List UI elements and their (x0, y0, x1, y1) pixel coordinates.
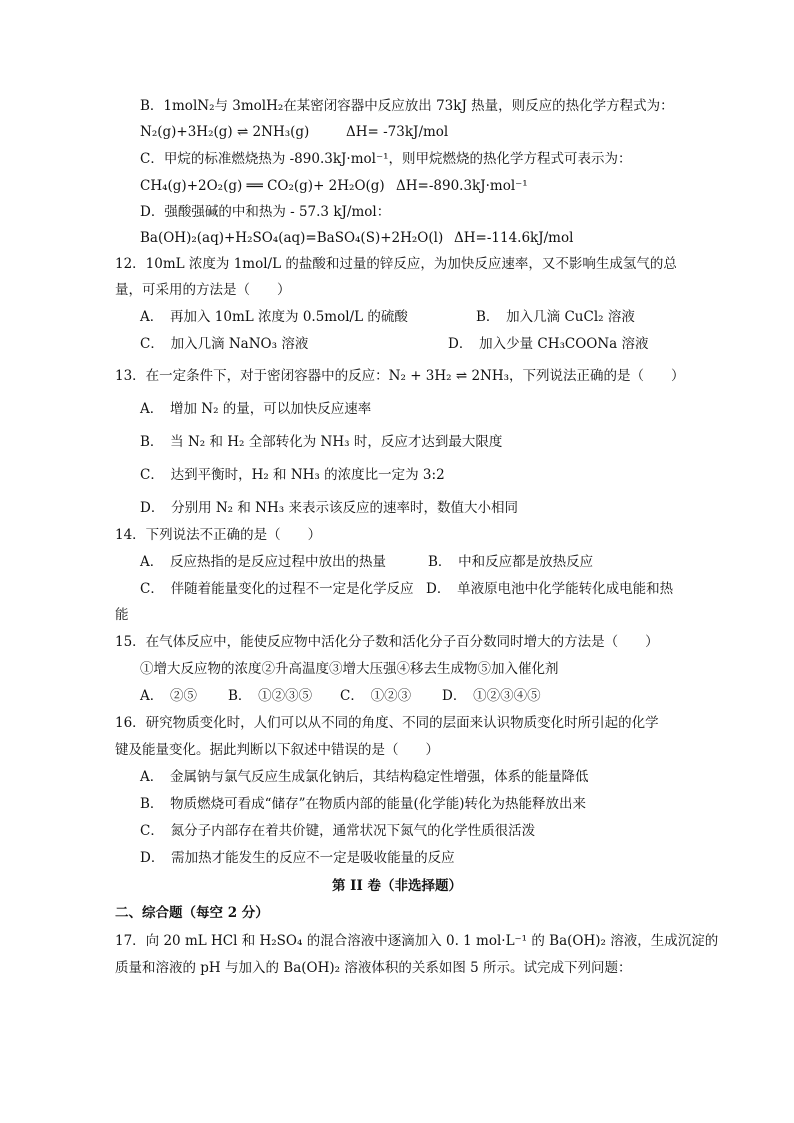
q12-option-c: C． 加入几滴 NaNO₃ 溶液 (140, 336, 309, 352)
equation: N₂(g)+3H₂(g) ⇌ 2NH₃(g) (140, 124, 310, 140)
enthalpy: ΔH= -73kJ/mol (346, 124, 449, 140)
enthalpy: ΔH=-114.6kJ/mol (454, 230, 574, 246)
q12-stem-line1: 12．10mL 浓度为 1mol/L 的盐酸和过量的锌反应，为加快反应速率，又不影响生成氢气的总 (115, 256, 677, 272)
q12-option-d: D． 加入少量 CH₃COONa 溶液 (448, 336, 649, 352)
q12-stem-line2: 量，可采用的方法是（ ） (115, 282, 291, 298)
q14-option-a: A． 反应热指的是反应过程中放出的热量 (140, 554, 386, 570)
q12-option-b: B． 加入几滴 CuCl₂ 溶液 (476, 309, 635, 325)
q15-stem: 15．在气体反应中，能使反应物中活化分子数和活化分子百分数同时增大的方法是（ ） (115, 634, 659, 650)
q13-option-b: B． 当 N₂ 和 H₂ 全部转化为 NH₃ 时，反应才达到最大限度 (140, 434, 503, 450)
q16-option-d: D． 需加热才能发生的反应不一定是吸收能量的反应 (140, 850, 455, 866)
q15-option-b: B． ①②③⑤ (228, 688, 313, 704)
section-heading: 二、综合题（每空 2 分） (115, 905, 269, 921)
q15-option-d: D． ①②③④⑤ (442, 688, 541, 704)
q11-option-c: C．甲烷的标准燃烧热为 -890.3kJ·mol⁻¹，则甲烷燃烧的热化学方程式可表示为： (140, 151, 632, 167)
q16-stem-line2: 键及能量变化。据此判断以下叙述中错误的是（ ） (115, 742, 439, 758)
q13-option-c: C． 达到平衡时，H₂ 和 NH₃ 的浓度比一定为 3:2 (140, 467, 445, 483)
q14-option-d: D． 单液原电池中化学能转化成电能和热 (426, 581, 674, 597)
q13-option-d: D． 分别用 N₂ 和 NH₃ 来表示该反应的速率时，数值大小相同 (140, 500, 518, 516)
q11-option-c-equation (140, 176, 528, 196)
q16-option-a: A． 金属钠与氯气反应生成氯化钠后，其结构稳定性增强，体系的能量降低 (140, 769, 589, 785)
q16-option-b: B． 物质燃烧可看成“储存”在物质内部的能量(化学能)转化为热能释放出来 (140, 796, 587, 812)
q11-option-b-equation (140, 122, 448, 142)
q11-option-b: B．1molN₂与 3molH₂在某密闭容器中反应放出 73kJ 热量，则反应的热化学方程式为： (140, 98, 674, 114)
enthalpy: ΔH=-890.3kJ·mol⁻¹ (396, 178, 528, 194)
q13-stem: 13．在一定条件下，对于密闭容器中的反应：N₂ + 3H₂ ⇌ 2NH₃，下列说法正确的是（ ） (115, 368, 685, 384)
q12-option-a: A． 再加入 10mL 浓度为 0.5mol/L 的硫酸 (140, 309, 408, 325)
equation: Ba(OH)₂(aq)+H₂SO₄(aq)=BaSO₄(S)+2H₂O(l) (140, 230, 444, 246)
q17-stem-line1: 17．向 20 mL HCl 和 H₂SO₄ 的混合溶液中逐滴加入 0. 1 mol·L⁻¹ 的 Ba(OH)₂ 溶液，生成沉淀的 (115, 933, 719, 949)
part-ii-title: 第 II 卷（非选择题） (331, 878, 463, 894)
q14-option-c: C． 伴随着能量变化的过程不一定是化学反应 (140, 581, 414, 597)
q17-stem-line2: 质量和溶液的 pH 与加入的 Ba(OH)₂ 溶液体积的关系如图 5 所示。试完成下列问题： (115, 960, 632, 976)
q14-option-d-continued: 能 (115, 607, 129, 623)
q16-stem-line1: 16．研究物质变化时，人们可以从不同的角度、不同的层面来认识物质变化时所引起的化学 (115, 715, 659, 731)
q14-option-b: B． 中和反应都是放热反应 (428, 554, 594, 570)
q15-option-a: A． ②⑤ (140, 688, 197, 704)
q13-option-a: A． 增加 N₂ 的量，可以加快反应速率 (140, 401, 372, 417)
equation: CH₄(g)+2O₂(g) ══ CO₂(g)+ 2H₂O(g) (140, 178, 385, 194)
q14-stem: 14．下列说法不正确的是（ ） (115, 527, 322, 543)
q11-option-d: D．强酸强碱的中和热为 - 57.3 kJ/mol： (140, 204, 391, 220)
q15-choices: ①增大反应物的浓度②升高温度③增大压强④移去生成物⑤加入催化剂 (140, 661, 559, 677)
q16-option-c: C． 氮分子内部存在着共价键，通常状况下氮气的化学性质很活泼 (140, 823, 536, 839)
q11-option-d-equation (140, 228, 573, 248)
q15-option-c: C． ①②③ (340, 688, 412, 704)
